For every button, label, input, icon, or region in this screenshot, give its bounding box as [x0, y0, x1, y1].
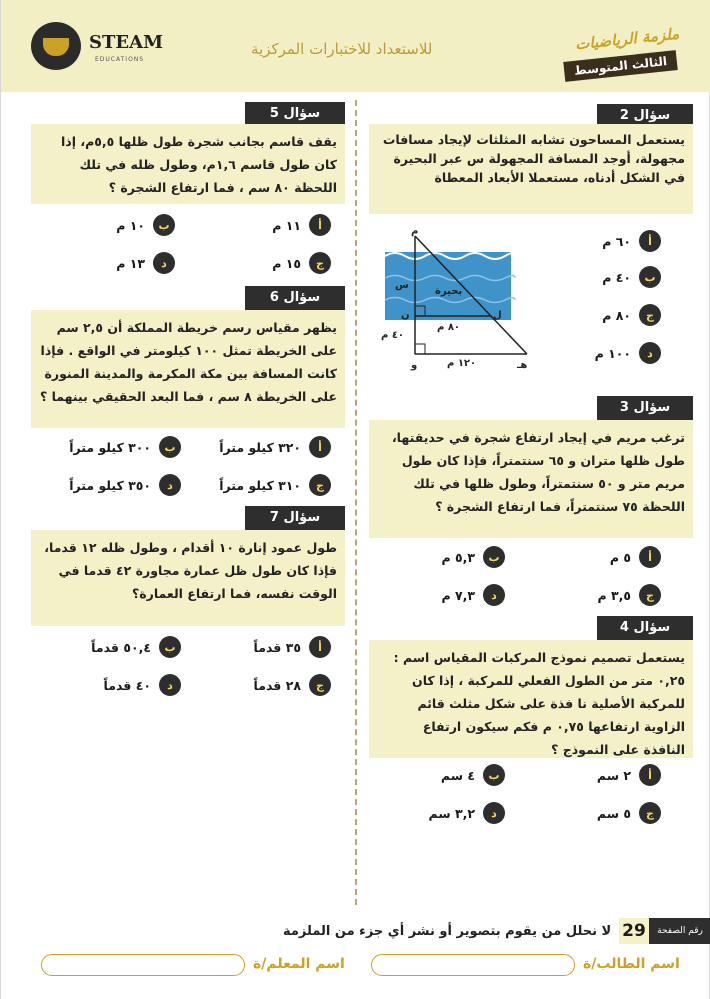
option-letter: ج	[309, 474, 331, 496]
option-letter: ج	[639, 304, 661, 326]
q2-text: يستعمل المساحون تشابه المثلثات لإيجاد مسافات مجهولة، أوجد المسافة المجهولة س عبر البحيرة في الشكل أدناه، مستعملا الأبعاد المعطاة	[369, 124, 693, 214]
header-subtitle: للاستعداد للاختبارات المركزية	[251, 40, 433, 58]
q7-option-b[interactable]	[51, 634, 181, 660]
q3-option-c[interactable]	[561, 582, 661, 608]
q6-option-b[interactable]	[31, 434, 181, 460]
option-letter: أ	[639, 230, 661, 252]
logo-text: STEAM	[89, 32, 164, 53]
option-letter: ج	[309, 252, 331, 274]
label-n: ن	[401, 310, 410, 321]
option-text: ٥,٣ م	[441, 549, 475, 565]
option-letter: ب	[639, 266, 661, 288]
option-text: ٣,٥ م	[597, 587, 631, 603]
option-text: ٥٠,٤ قدماً	[91, 639, 151, 655]
label-x: س	[395, 280, 409, 291]
option-letter: أ	[639, 764, 661, 786]
q7-text: طول عمود إنارة ١٠ أقدام ، وطول ظله ١٢ قدما، فإذا كان طول ظل عمارة مجاورة ٤٢ قدما في الوقت نفسه، فما ارتفاع العمارة؟	[31, 530, 345, 626]
q7-option-c[interactable]	[201, 672, 331, 698]
option-text: ٣١٠ كيلو متراً	[219, 477, 301, 493]
q2-tag: سؤال 2	[597, 104, 693, 128]
option-text: ١٣ م	[116, 255, 145, 271]
badge-grade: الثالث المتوسط	[563, 50, 678, 82]
option-letter: ب	[159, 436, 181, 458]
option-text: ٥ م	[609, 549, 631, 565]
q2-option-c[interactable]	[561, 302, 661, 328]
q5-option-d[interactable]	[65, 250, 175, 276]
option-text: ٤٠ م	[602, 269, 631, 285]
page-number-label: رقم الصفحة	[649, 918, 710, 944]
q3-option-a[interactable]	[561, 544, 661, 570]
option-text: ٧,٣ م	[441, 587, 475, 603]
option-letter: د	[483, 584, 505, 606]
copyright-note: لا نحلل من يقوم بتصوير أو نشر أي جزء من الملزمة	[283, 924, 612, 939]
graduation-cap-icon	[31, 22, 81, 70]
q7-option-a[interactable]	[201, 634, 331, 660]
label-lake: بحيرة	[435, 286, 463, 297]
option-text: ٣,٢ سم	[428, 805, 475, 821]
option-text: ٤٠ قدماً	[103, 677, 151, 693]
q4-option-d[interactable]	[405, 800, 505, 826]
student-name-field[interactable]	[371, 954, 575, 976]
q3-tag: سؤال 3	[597, 396, 693, 420]
teacher-name-label: اسم المعلم/ة	[253, 956, 345, 972]
option-letter: أ	[309, 636, 331, 658]
logo-subtext: EDUCATIONS	[95, 56, 145, 63]
steam-logo	[31, 20, 171, 72]
option-letter: ب	[153, 214, 175, 236]
option-text: ٣٠٠ كيلو متراً	[69, 439, 151, 455]
label-seg-nw: ٤٠ م	[381, 330, 405, 341]
q4-text: يستعمل تصميم نموذج المركبات المقياس اسم : ٠,٢٥ متر من الطول الفعلي للمركبة ، إذا كان للمركبة الأصلية نا فذة على شكل مثلث قائم الزاوية ارتفاعها ٠,٧٥ م فكم سيكون ارتفاع النافذة على النموذج ؟	[369, 640, 693, 758]
header	[1, 0, 710, 92]
option-text: ٣٥ قدماً	[253, 639, 301, 655]
option-letter: د	[639, 342, 661, 364]
label-h: هـ	[517, 360, 528, 371]
option-text: ٨٠ م	[602, 307, 631, 323]
option-text: ١٠ م	[116, 217, 145, 233]
option-letter: ج	[639, 584, 661, 606]
badge-title: ملزمة الرياضيات	[574, 24, 680, 54]
option-text: ١٠٠ م	[594, 345, 631, 361]
option-letter: د	[153, 252, 175, 274]
q6-tag: سؤال 6	[245, 286, 345, 310]
option-text: ١١ م	[272, 217, 301, 233]
option-text: ٣٥٠ كيلو متراً	[69, 477, 151, 493]
option-text: ٢٨ قدماً	[253, 677, 301, 693]
q5-tag: سؤال 5	[245, 102, 345, 126]
option-letter: أ	[639, 546, 661, 568]
q2-lake-figure	[381, 222, 531, 372]
q6-text: يظهر مقياس رسم خريطة المملكة أن ٢,٥ سم على الخريطة تمثل ١٠٠ كيلومتر في الواقع . فإذا كانت المسافة بين مكة المكرمة والمدينة المنورة على الخريطة ٨ سم ، فما البعد الحقيقي بينهما ؟	[31, 310, 345, 428]
q5-option-c[interactable]	[221, 250, 331, 276]
q5-option-b[interactable]	[65, 212, 175, 238]
option-text: ١٥ م	[272, 255, 301, 271]
option-letter: أ	[309, 436, 331, 458]
q6-option-d[interactable]	[31, 472, 181, 498]
q4-option-a[interactable]	[561, 762, 661, 788]
option-letter: ب	[483, 764, 505, 786]
label-m: م	[411, 226, 419, 237]
q6-option-a[interactable]	[181, 434, 331, 460]
q2-option-b[interactable]	[561, 264, 661, 290]
option-letter: د	[483, 802, 505, 824]
q7-tag: سؤال 7	[245, 506, 345, 530]
option-text: ٣٢٠ كيلو متراً	[219, 439, 301, 455]
option-text: ٥ سم	[596, 805, 631, 821]
q3-text: ترغب مريم في إيجاد ارتفاع شجرة في حديقتها، طول ظلها متران و ٦٥ سنتمتراً، فإذا كان طول مريم متر و ٥٠ سنتمتراً، وطول ظلها في تلك اللحظة ٧٥ سنتمتراً، فما ارتفاع الشجرة ؟	[369, 420, 693, 538]
option-letter: أ	[309, 214, 331, 236]
q4-tag: سؤال 4	[597, 616, 693, 640]
student-name-label: اسم الطالب/ة	[583, 956, 680, 972]
header-badge	[539, 24, 687, 84]
option-letter: ب	[159, 636, 181, 658]
q6-option-c[interactable]	[181, 472, 331, 498]
option-text: ٦٠ م	[602, 233, 631, 249]
option-letter: ج	[309, 674, 331, 696]
label-seg-nl: ٨٠ م	[437, 322, 461, 333]
q3-option-d[interactable]	[405, 582, 505, 608]
label-l: ل	[493, 310, 502, 321]
q4-option-b[interactable]	[405, 762, 505, 788]
q4-option-c[interactable]	[561, 800, 661, 826]
q5-option-a[interactable]	[221, 212, 331, 238]
option-text: ٤ سم	[440, 767, 475, 783]
option-letter: د	[159, 474, 181, 496]
option-text: ٢ سم	[596, 767, 631, 783]
q5-text: يقف قاسم بجانب شجرة طول ظلها ٥,٥م، إذا كان طول قاسم ١,٦م، وطول ظله في تلك اللحظة ٨٠ سم ، فما ارتفاع الشجرة ؟	[31, 124, 345, 204]
q3-option-b[interactable]	[405, 544, 505, 570]
page-number: 29	[619, 918, 649, 944]
q2-option-d[interactable]	[561, 340, 661, 366]
teacher-name-field[interactable]	[41, 954, 245, 976]
column-divider	[355, 100, 357, 905]
label-w: و	[411, 360, 418, 371]
q2-option-a[interactable]	[561, 228, 661, 254]
option-letter: د	[159, 674, 181, 696]
option-letter: ج	[639, 802, 661, 824]
label-seg-wh: ١٢٠ م	[447, 358, 477, 369]
q7-option-d[interactable]	[51, 672, 181, 698]
option-letter: ب	[483, 546, 505, 568]
